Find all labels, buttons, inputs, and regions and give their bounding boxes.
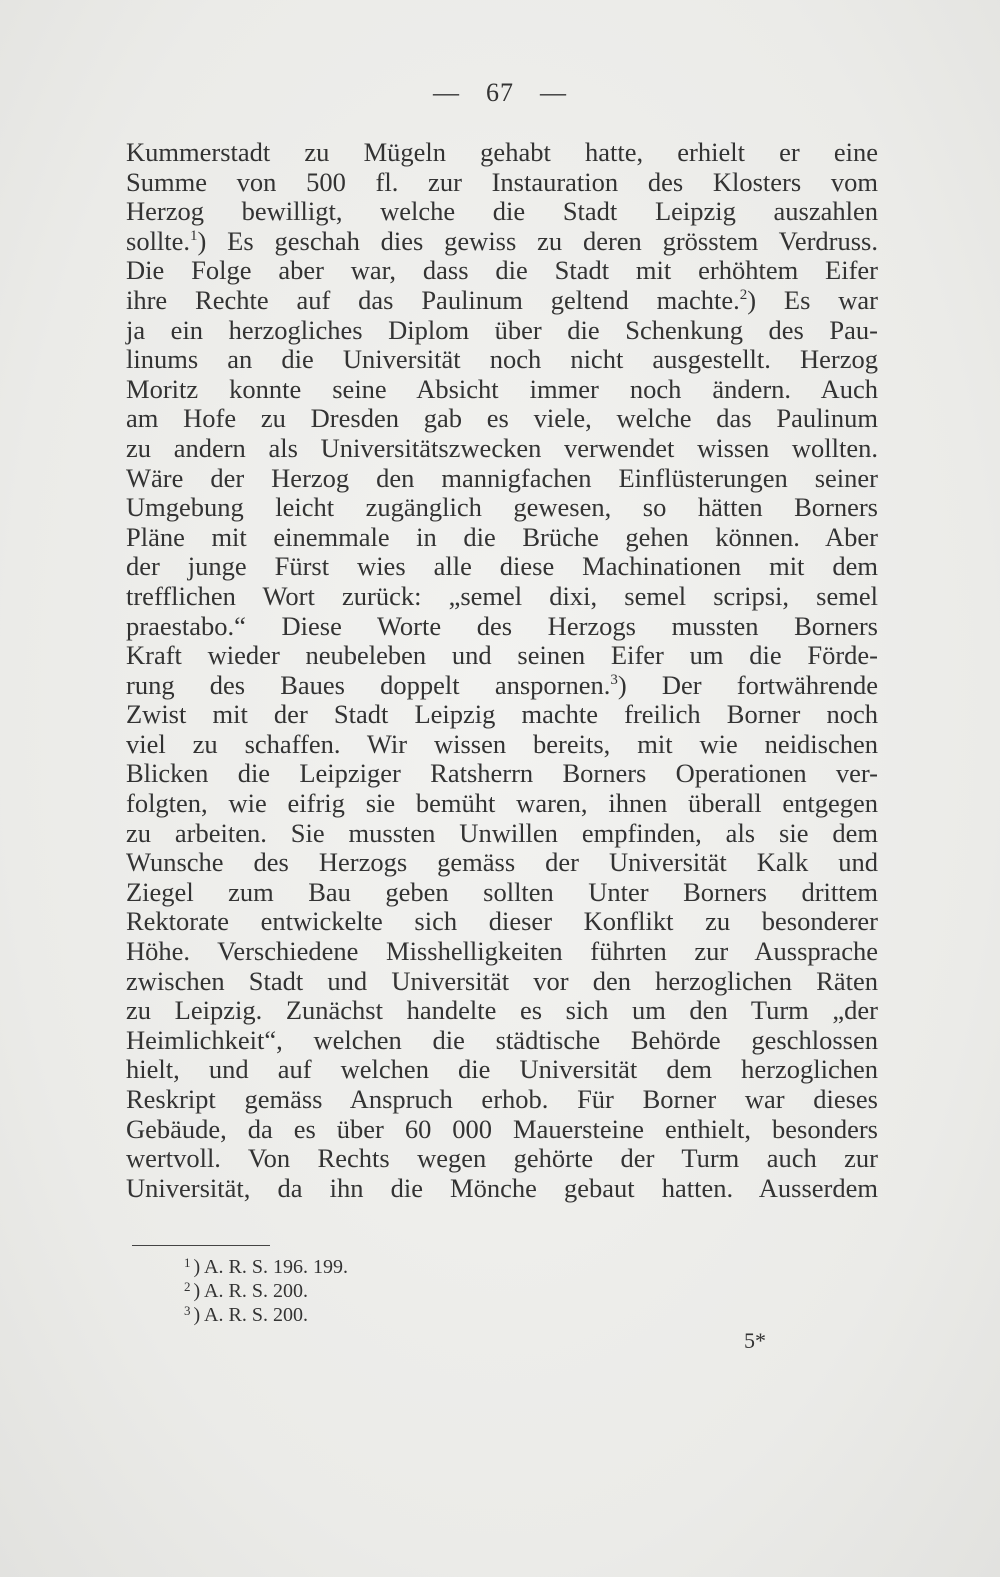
running-header [0, 78, 1000, 108]
text-line-continuation: ) Es war [747, 284, 878, 315]
text-line [126, 582, 878, 612]
footnote-reference: 2 [739, 286, 748, 303]
footnote-reference: 3 [610, 671, 618, 688]
text-line-content: Höhe. Verschiedene Misshelligkeiten führten zur Aussprache [126, 936, 878, 967]
text-line [126, 671, 878, 701]
text-line-content: am Hofe zu Dresden gab es viele, welche das Paulinum [126, 403, 878, 434]
text-line-content: Universität, da ihn die Mönche gebaut hatten. Ausserdem [126, 1172, 878, 1203]
text-line-content: ihre Rechte auf das Paulinum geltend machte. [126, 284, 740, 315]
text-line-content: folgten, wie eifrig sie bemüht waren, ihnen überall entgegen [126, 788, 878, 819]
footnote-marker: 3 [184, 1303, 191, 1318]
footnote-rule [132, 1245, 270, 1246]
text-line-content: Gebäude, da es über 60 000 Mauersteine enthielt, besonders [126, 1113, 878, 1144]
footnote-text: ) A. R. S. 200. [193, 1304, 308, 1326]
text-line [126, 464, 878, 494]
body-text [126, 138, 878, 1203]
text-line-content: Summe von 500 fl. zur Instauration des Klosters vom [126, 166, 878, 197]
text-line-content: Moritz konnte seine Absicht immer noch ändern. Auch [126, 373, 878, 404]
text-line [126, 1026, 878, 1056]
text-line [126, 1055, 878, 1085]
text-line [126, 819, 878, 849]
text-line [126, 907, 878, 937]
text-line-content: zwischen Stadt und Universität vor den herzoglichen Räten [126, 965, 878, 996]
footnote-text: ) A. R. S. 200. [193, 1280, 308, 1302]
text-line-content: Blicken die Leipziger Ratsherrn Borners Operationen ver- [126, 758, 878, 789]
text-line-content: viel zu schaffen. Wir wissen bereits, mit wie neidischen [126, 728, 878, 759]
text-line [126, 434, 878, 464]
text-line [126, 730, 878, 760]
footnote-text: ) A. R. S. 196. 199. [193, 1256, 348, 1278]
text-line [126, 227, 878, 257]
text-line [126, 1144, 878, 1174]
text-line-content: Herzog bewilligt, welche die Stadt Leipzig auszahlen [126, 196, 878, 227]
header-dash-right: — [540, 78, 567, 107]
text-line-content: Kraft wieder neubeleben und seinen Eifer um die Förde- [126, 640, 878, 671]
footnote-marker: 2 [184, 1279, 191, 1294]
text-line-content: zu Leipzig. Zunächst handelte es sich um den Turm „der [126, 995, 878, 1026]
text-line [126, 641, 878, 671]
text-line [126, 168, 878, 198]
text-line [126, 552, 878, 582]
text-line [126, 197, 878, 227]
text-line-continuation: ) Der fortwährende [617, 669, 879, 700]
text-line-content: zu andern als Universitätszwecken verwendet wissen wollten. [126, 432, 878, 463]
text-line-content: Reskript gemäss Anspruch erhob. Für Borner war dieses [126, 1084, 878, 1114]
footnote [184, 1255, 348, 1279]
text-line-content: Zwist mit der Stadt Leipzig machte freilich Borner noch [126, 699, 878, 730]
text-line [126, 759, 878, 789]
text-line-content: Wunsche des Herzogs gemäss der Universität Kalk und [126, 847, 878, 878]
text-line [126, 937, 878, 967]
text-line [126, 848, 878, 878]
text-line [126, 523, 878, 553]
footnotes [184, 1255, 348, 1327]
text-line [126, 789, 878, 819]
text-line-content: Die Folge aber war, dass die Stadt mit erhöhtem Eifer [126, 255, 878, 286]
text-line [126, 286, 878, 316]
text-line-content: hielt, und auf welchen die Universität dem herzoglichen [126, 1054, 878, 1085]
text-line-content: rung des Baues doppelt anspornen. [126, 669, 611, 700]
text-line [126, 316, 878, 346]
text-line [126, 404, 878, 434]
text-line-content: Wäre der Herzog den mannigfachen Einflüsterungen seiner [126, 462, 878, 493]
signature-mark: 5* [744, 1328, 766, 1353]
footnote [184, 1279, 348, 1303]
text-line-content: Umgebung leicht zugänglich gewesen, so hätten Borners [126, 492, 878, 523]
text-line-content: Rektorate entwickelte sich dieser Konflikt zu besonderer [126, 906, 878, 937]
text-line [126, 256, 878, 286]
text-line-content: linums an die Universität noch nicht ausgestellt. Herzog [126, 344, 878, 375]
text-line-content: trefflichen Wort zurück: „semel dixi, semel scripsi, semel [126, 580, 878, 611]
text-line [126, 1174, 878, 1204]
footnote [184, 1303, 348, 1327]
text-line-content: wertvoll. Von Rechts wegen gehörte der Turm auch zur [126, 1143, 878, 1174]
footnote-marker: 1 [184, 1255, 191, 1270]
text-line [126, 1085, 878, 1115]
text-line-content: der junge Fürst wies alle diese Machinationen mit dem [126, 551, 878, 582]
text-line [126, 1115, 878, 1145]
text-line-content: sollte. [126, 225, 191, 256]
text-line-content: praestabo.“ Diese Worte des Herzogs mussten Borners [126, 610, 878, 641]
text-line-content: ja ein herzogliches Diplom über die Schenkung des Pau- [126, 314, 878, 345]
text-line-content: Heimlichkeit“, welchen die städtische Behörde geschlossen [126, 1024, 878, 1055]
text-line [126, 996, 878, 1026]
footnote-reference: 1 [190, 227, 198, 244]
text-line [126, 493, 878, 523]
text-line [126, 345, 878, 375]
text-line [126, 700, 878, 730]
text-line-content: Kummerstadt zu Mügeln gehabt hatte, erhielt er eine [126, 137, 878, 167]
header-dash-left: — [433, 78, 460, 107]
text-line [126, 612, 878, 642]
text-line-content: zu arbeiten. Sie mussten Unwillen empfinden, als sie dem [126, 817, 878, 848]
text-line-content: Pläne mit einemmale in die Brüche gehen können. Aber [126, 521, 878, 552]
text-line [126, 967, 878, 997]
page-number: 67 [486, 78, 514, 107]
text-line [126, 138, 878, 168]
text-line [126, 878, 878, 908]
text-line-content: Ziegel zum Bau geben sollten Unter Borners drittem [126, 876, 878, 907]
text-line-continuation: ) Es geschah dies gewiss zu deren grösstem Verdruss. [197, 225, 878, 256]
text-line [126, 375, 878, 405]
